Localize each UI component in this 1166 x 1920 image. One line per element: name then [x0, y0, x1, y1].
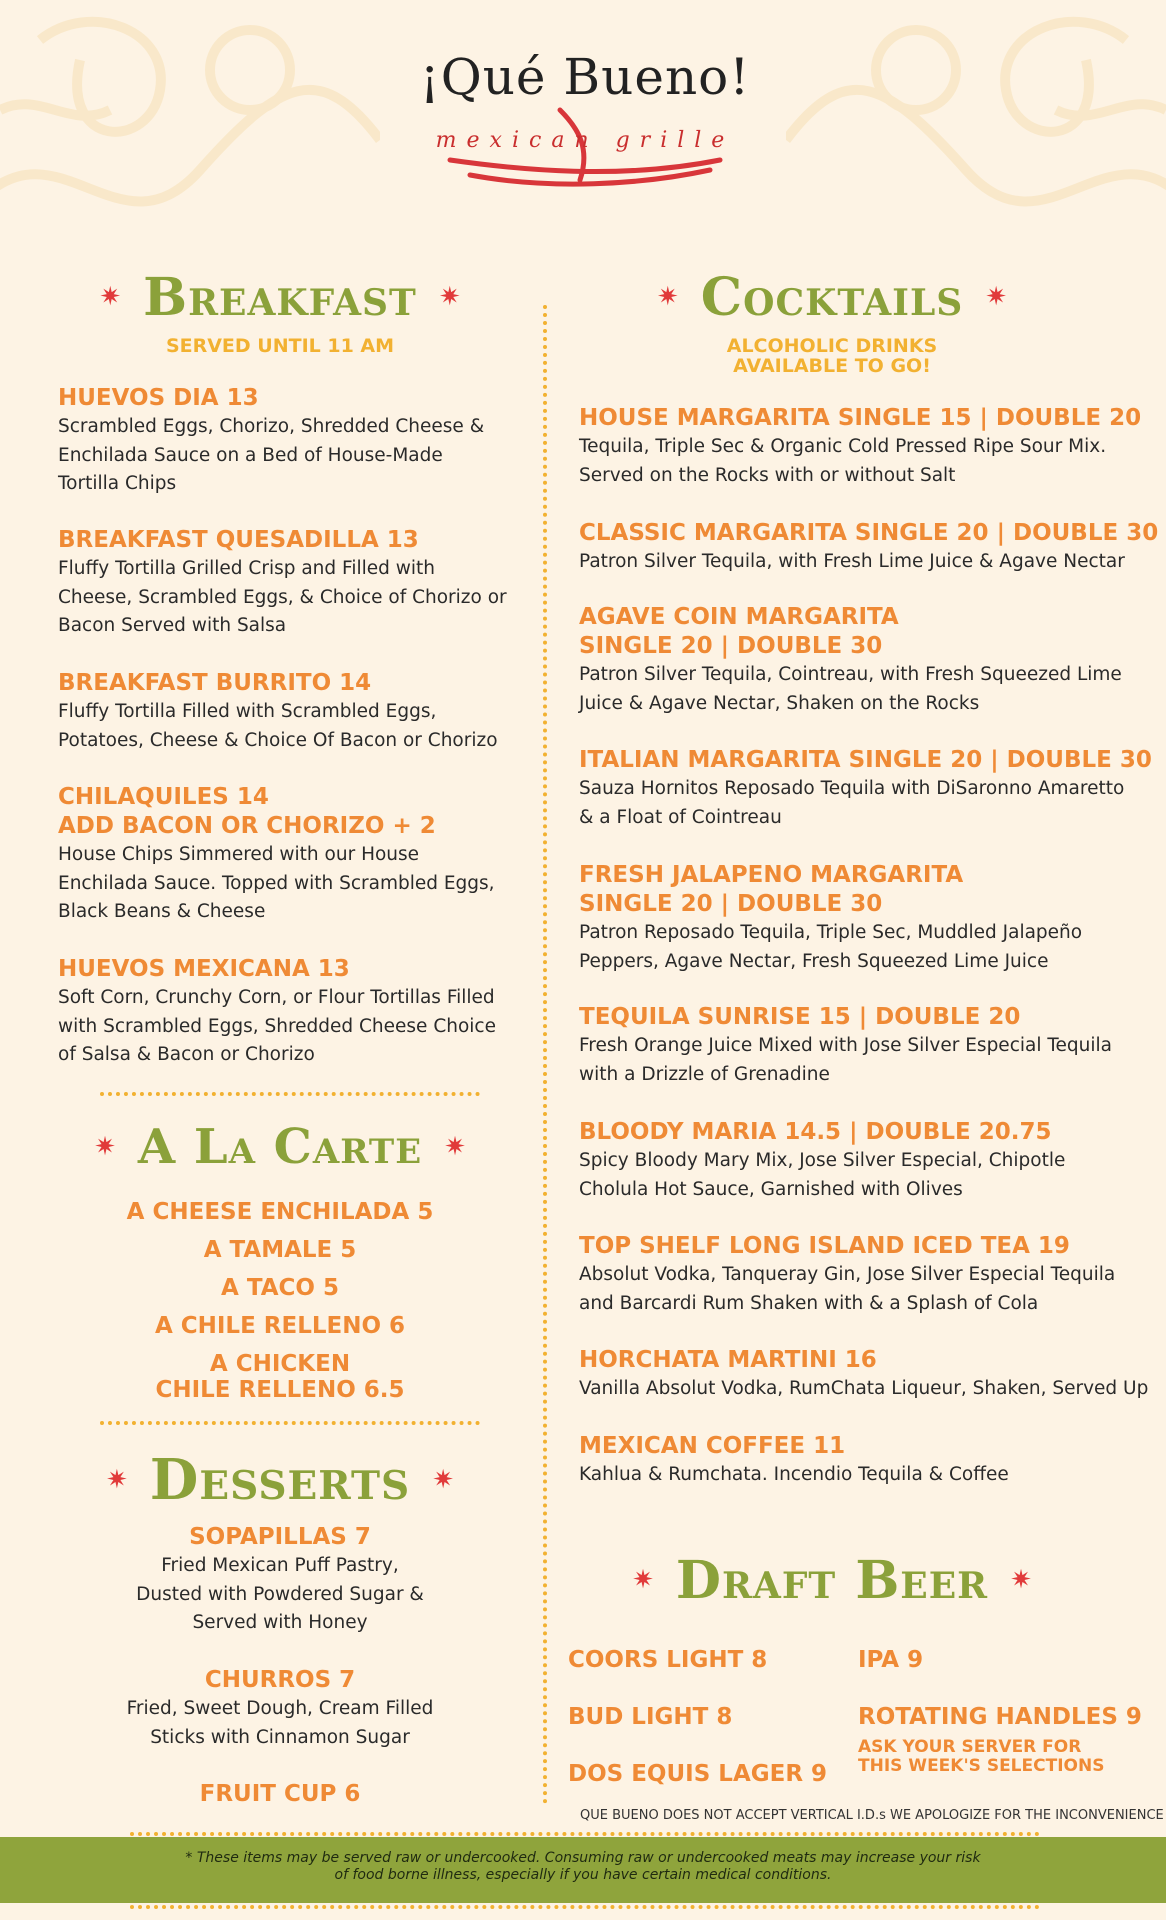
- menu-item: [579, 861, 1129, 976]
- item-description: Kahlua & Rumchata. Incendio Tequila & Coffee: [579, 1464, 1009, 1485]
- menu-item: [579, 519, 1159, 577]
- beer-item: COORS LIGHT 8: [568, 1647, 768, 1673]
- alacarte-item: A CHEESE ENCHILADA 5: [126, 1199, 434, 1225]
- logo-subtitle: mexican grille: [435, 128, 735, 153]
- item-name: BLOODY MARIA 14.5 | DOUBLE 20.75: [579, 1119, 1052, 1145]
- item-name: MEXICAN COFFEE 11: [579, 1433, 846, 1459]
- star-icon: ✷: [438, 282, 461, 312]
- item-name-price: SINGLE 20 | DOUBLE 30: [579, 891, 883, 917]
- id-notice: QUE BUENO DOES NOT ACCEPT VERTICAL I.D.s WE APOLOGIZE FOR THE INCONVENIENCE: [580, 1808, 1164, 1823]
- item-description: House Chips Simmered with our House Enchilada Sauce. Topped with Scrambled Eggs, Black Beans & Cheese: [58, 844, 495, 922]
- item-description: Fried Mexican Puff Pastry, Dusted with Powdered Sugar & Served with Honey: [136, 1555, 424, 1633]
- logo-title: ¡Qué Bueno!: [419, 48, 751, 106]
- item-description: Fluffy Tortilla Filled with Scrambled Eggs, Potatoes, Cheese & Choice Of Bacon or Chorizo: [58, 701, 498, 751]
- menu-item: [58, 955, 498, 1070]
- menu-item: [579, 1003, 1129, 1089]
- item-description: Sauza Hornitos Reposado Tequila with DiSaronno Amaretto & a Float of Cointreau: [579, 778, 1125, 828]
- star-icon: ✷: [985, 282, 1008, 312]
- item-name: HUEVOS MEXICANA 13: [58, 956, 350, 982]
- beer-section-title: [612, 1545, 1052, 1615]
- decorative-ornament-left: [0, 0, 380, 250]
- beer-item: BUD LIGHT 8: [568, 1704, 733, 1730]
- star-icon: ✷: [106, 1464, 128, 1495]
- item-description: Scrambled Eggs, Chorizo, Shredded Cheese & Enchilada Sauce on a Bed of House-Made Tortilla Chips: [58, 416, 485, 494]
- menu-item: [58, 783, 508, 927]
- footer-border-bottom: [130, 1905, 1040, 1909]
- cocktails-title: Cocktails: [700, 266, 964, 328]
- alacarte-item: A TAMALE 5: [203, 1237, 357, 1263]
- alacarte-item: A TACO 5: [221, 1275, 339, 1301]
- star-icon: ✷: [656, 282, 679, 312]
- star-icon: ✷: [99, 282, 122, 312]
- disclaimer-line: * These items may be served raw or undercooked. Consuming raw or undercooked meats may increase your risk: [185, 1850, 981, 1866]
- item-name: HOUSE MARGARITA SINGLE 15 | DOUBLE 20: [579, 405, 1142, 431]
- item-name: CHURROS 7: [204, 1667, 356, 1693]
- menu-item: [579, 603, 1129, 718]
- menu-item: [60, 1780, 500, 1809]
- item-name: FRUIT CUP 6: [199, 1781, 361, 1807]
- beer-list-left: [568, 1632, 838, 1803]
- menu-item: [60, 1666, 500, 1752]
- item-name: CLASSIC MARGARITA SINGLE 20 | DOUBLE 30: [579, 520, 1159, 546]
- item-description: Absolut Vodka, Tanqueray Gin, Jose Silver Especial Tequila and Barcardi Rum Shaken with & a Splash of Cola: [579, 1264, 1116, 1314]
- section-divider: [100, 1092, 480, 1096]
- star-icon: ✷: [94, 1132, 116, 1162]
- menu-item: [58, 526, 508, 641]
- menu-item: [60, 1523, 500, 1638]
- section-divider: [100, 1421, 480, 1425]
- item-name: AGAVE COIN MARGARITA: [579, 604, 899, 630]
- column-divider: [543, 305, 547, 1805]
- item-name: HORCHATA MARTINI 16: [579, 1347, 877, 1373]
- alacarte-item: CHILE RELLENO 6.5: [155, 1377, 405, 1403]
- star-icon: ✷: [1010, 1565, 1032, 1595]
- beer-item: IPA 9: [858, 1647, 924, 1673]
- item-name: TEQUILA SUNRISE 15 | DOUBLE 20: [579, 1004, 1021, 1030]
- item-description: Patron Reposado Tequila, Triple Sec, Muddled Jalapeño Peppers, Agave Nectar, Fresh Squeezed Lime Juice: [579, 922, 1083, 972]
- alacarte-item: A CHICKEN: [209, 1351, 351, 1377]
- item-name: BREAKFAST QUESADILLA 13: [58, 527, 419, 553]
- item-name: FRESH JALAPENO MARGARITA: [579, 862, 964, 888]
- menu-item: [58, 384, 508, 499]
- item-name: BREAKFAST BURRITO 14: [58, 670, 372, 696]
- item-name: CHILAQUILES 14: [58, 784, 269, 810]
- item-description: Fried, Sweet Dough, Cream Filled Sticks with Cinnamon Sugar: [126, 1698, 434, 1748]
- alacarte-section-title: [60, 1112, 500, 1182]
- item-name: HUEVOS DIA 13: [58, 385, 259, 411]
- menu-item: [579, 1232, 1139, 1318]
- item-description: Tequila, Triple Sec & Organic Cold Pressed Ripe Sour Mix. Served on the Rocks with or without Salt: [579, 436, 1107, 486]
- item-name: TOP SHELF LONG ISLAND ICED TEA 19: [579, 1233, 1070, 1259]
- item-description: Vanilla Absolut Vodka, RumChata Liqueur, Shaken, Served Up: [579, 1378, 1149, 1399]
- cocktails-section-title: [612, 262, 1052, 332]
- item-description: Spicy Bloody Mary Mix, Jose Silver Especial, Chipotle Cholula Hot Sauce, Garnished with Olives: [579, 1150, 1066, 1200]
- decorative-ornament-right: [786, 0, 1166, 250]
- beer-item: ROTATING HANDLES 9: [858, 1704, 1142, 1730]
- item-description: Patron Silver Tequila, with Fresh Lime Juice & Agave Nectar: [579, 551, 1125, 572]
- menu-item: [579, 1432, 1139, 1490]
- cocktails-subtitle: [612, 336, 1052, 376]
- star-icon: ✷: [444, 1132, 466, 1162]
- item-name: SOPAPILLAS 7: [189, 1524, 371, 1550]
- star-icon: ✷: [632, 1565, 654, 1595]
- breakfast-section-title: [60, 262, 500, 332]
- footer-border-top: [130, 1832, 1040, 1836]
- menu-item: [579, 1346, 1149, 1404]
- beer-item: DOS EQUIS LAGER 9: [568, 1761, 828, 1787]
- item-name: ITALIAN MARGARITA SINGLE 20 | DOUBLE 30: [579, 747, 1152, 773]
- menu-item: [579, 746, 1152, 832]
- item-description: Fluffy Tortilla Grilled Crisp and Filled with Cheese, Scrambled Eggs, & Choice of Chorizo or Bacon Served with Salsa: [58, 558, 507, 636]
- alacarte-list: [60, 1193, 500, 1403]
- item-name-price: SINGLE 20 | DOUBLE 30: [579, 633, 883, 659]
- item-description: Soft Corn, Crunchy Corn, or Flour Tortillas Filled with Scrambled Eggs, Shredded Cheese Choice of Salsa & Bacon or Chorizo: [58, 987, 496, 1065]
- breakfast-title: Breakfast: [143, 266, 417, 328]
- alacarte-item: A CHILE RELLENO 6: [154, 1313, 406, 1339]
- footer-disclaimer: [0, 1850, 1166, 1884]
- beer-list-right: [858, 1632, 1148, 1776]
- menu-item: [579, 1118, 1139, 1204]
- desserts-title: Desserts: [149, 1446, 411, 1513]
- breakfast-subtitle: SERVED UNTIL 11 AM: [165, 335, 395, 357]
- beer-title: Draft Beer: [675, 1549, 989, 1611]
- item-name-addon: ADD BACON OR CHORIZO + 2: [58, 813, 436, 839]
- item-description: Fresh Orange Juice Mixed with Jose Silver Especial Tequila with a Drizzle of Grenadine: [579, 1035, 1112, 1085]
- star-icon: ✷: [432, 1464, 454, 1495]
- menu-item: [579, 404, 1142, 490]
- cocktails-subtitle-line: AVAILABLE TO GO!: [733, 355, 931, 377]
- desserts-section-title: [60, 1442, 500, 1517]
- menu-item: [58, 669, 518, 755]
- cocktails-subtitle-line: ALCOHOLIC DRINKS: [726, 335, 938, 357]
- beer-note: ASK YOUR SERVER FOR THIS WEEK'S SELECTIONS: [858, 1737, 1105, 1776]
- alacarte-title: A La Carte: [137, 1119, 423, 1175]
- item-description: Patron Silver Tequila, Cointreau, with Fresh Squeezed Lime Juice & Agave Nectar, Shaken on the Rocks: [579, 664, 1122, 714]
- restaurant-logo: [400, 48, 770, 178]
- disclaimer-line: of food borne illness, especially if you have certain medical conditions.: [334, 1867, 832, 1883]
